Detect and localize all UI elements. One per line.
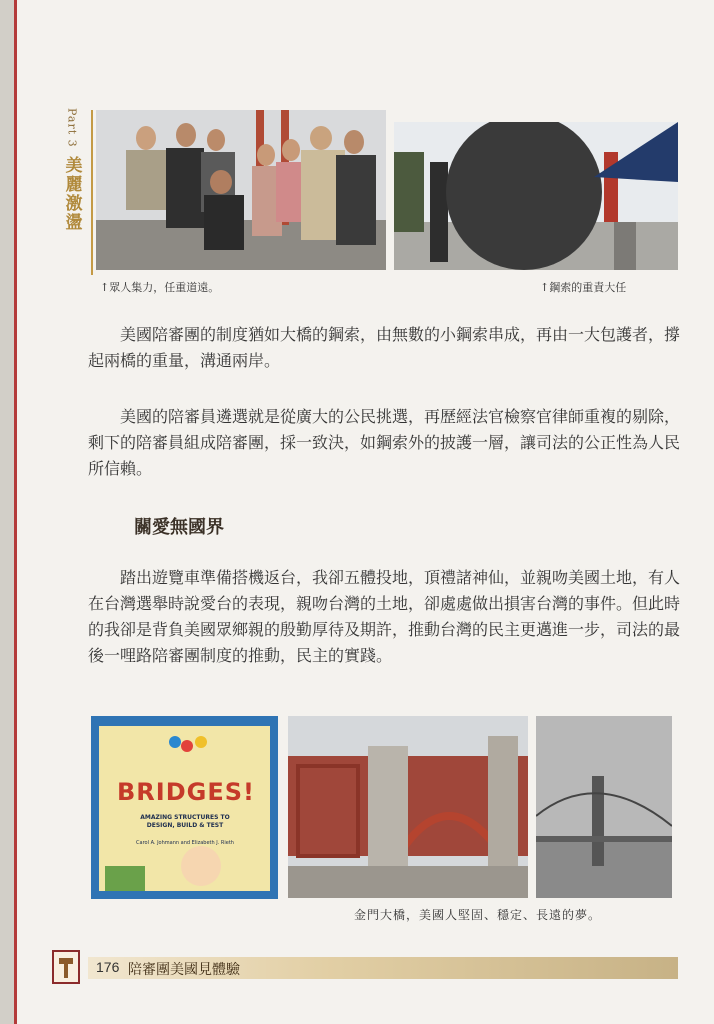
section-paragraph: 踏出遊覽車準備搭機返台，我卻五體投地，頂禮諸神仙，並親吻美國土地，有人在台灣選舉時說愛台的表現，親吻台灣的土地，卻處處做出損害台灣的事件。但此時的我卻是背負美國眾鄉親的殷勤厚待及期許，推動台灣的民主更邁進一步，司法的最後一哩路陪審團制度的推動，民主的實踐。 (88, 568, 681, 665)
paragraph-1: 美國陪審團的制度猶如大橋的鋼索，由無數的小鋼索串成，再由一大包護者，撐起兩橋的重量，溝通兩岸。 (88, 325, 681, 370)
chapter-divider-line (91, 110, 93, 275)
chapter-part-label: Part 3 (65, 108, 79, 148)
book-subtitle: AMAZING STRUCTURES TO DESIGN, BUILD & TEST (140, 814, 230, 829)
gavel-icon (52, 950, 80, 984)
page-number: 176 (96, 959, 120, 975)
binding-red-line (14, 0, 17, 1024)
bridges-book-cover (91, 716, 278, 899)
cable-photo (394, 122, 678, 270)
group-photo (96, 110, 386, 270)
caption-bottom: 金門大橋，美國人堅固、穩定、長遠的夢。 (354, 908, 602, 922)
bridge-tower-photo (288, 716, 528, 898)
footer-book-title: 陪審團美國見體驗 (128, 962, 240, 978)
caption-top-left: ↑眾人集力，任重道遠。 (100, 281, 220, 294)
page-binding (0, 0, 14, 1024)
golden-gate-fog-photo (536, 716, 672, 898)
chapter-side-title (58, 108, 86, 278)
caption-top-right: ↑鋼索的重責大任 (540, 281, 627, 294)
book-title: BRIDGES! (117, 778, 255, 806)
book-authors: Carol A. Johmann and Elizabeth J. Rieth (136, 840, 234, 846)
section-heading: 關愛無國界 (134, 517, 224, 538)
chapter-title: 美麗激盪 (61, 155, 82, 232)
paragraph-2: 美國的陪審員遴選就是從廣大的公民挑選，再歷經法官檢察官律師重複的剔除，剩下的陪審員組成陪審團，採一致決，如鋼索外的披護一層，讓司法的公正性為人民所信賴。 (88, 407, 681, 478)
